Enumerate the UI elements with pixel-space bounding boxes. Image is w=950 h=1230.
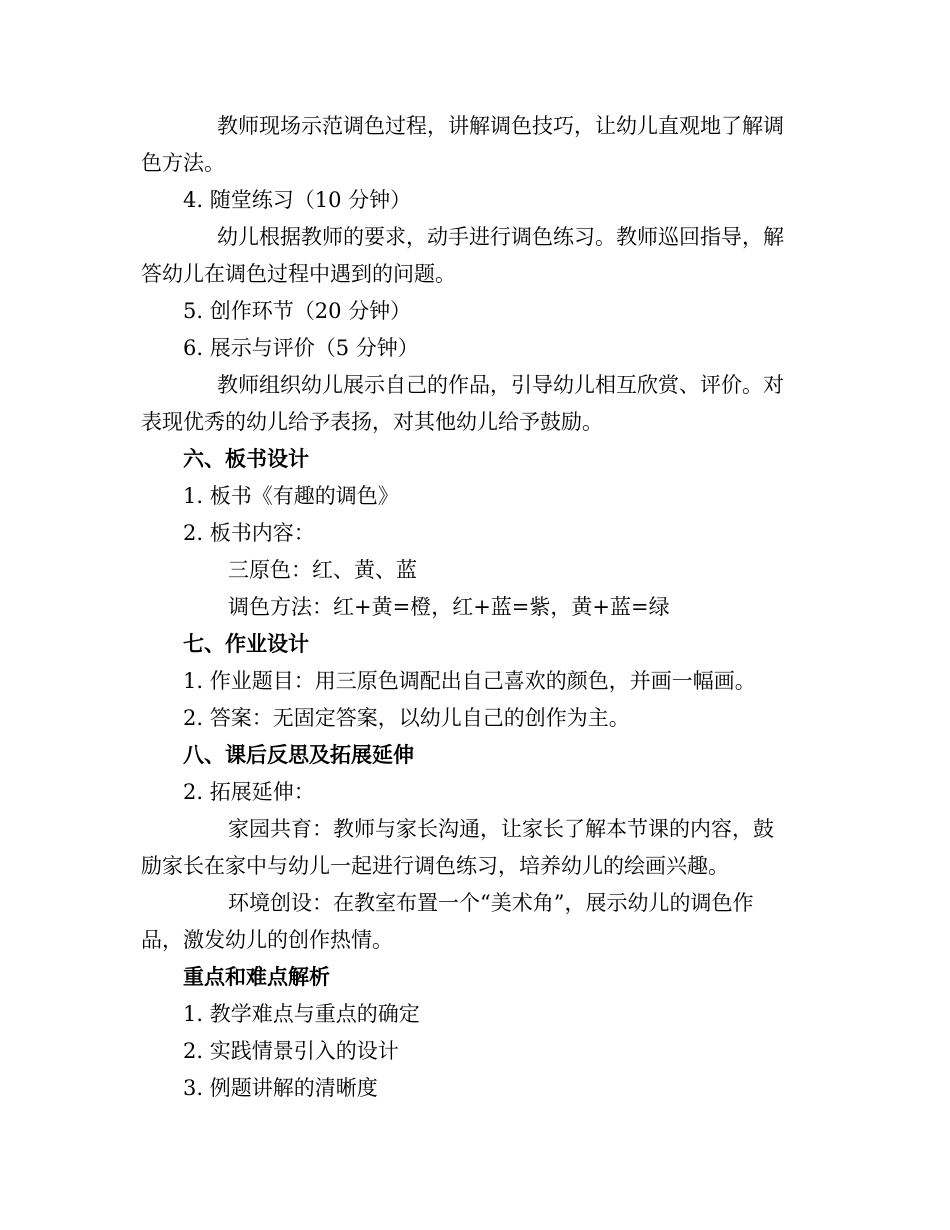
paragraph-line: 表现优秀的幼儿给予表扬，对其他幼儿给予鼓励。 [141,410,603,434]
sub-item: 调色方法：红+黄=橙，红+蓝=紫，黄+蓝=绿 [228,595,670,619]
list-item: 2. 板书内容： [183,521,315,545]
paragraph-line: 色方法。 [141,151,225,175]
list-item: 4. 随堂练习（10 分钟） [183,188,412,212]
paragraph-line: 品，激发幼儿的创作热情。 [141,928,393,952]
section-heading: 七、作业设计 [183,631,309,656]
paragraph-line: 答幼儿在调色过程中遇到的问题。 [141,262,456,286]
list-item: 6. 展示与评价（5 分钟） [183,336,419,360]
paragraph-line: 励家长在家中与幼儿一起进行调色练习，培养幼儿的绘画兴趣。 [141,854,729,878]
paragraph-line: 环境创设：在教室布置一个“美术角”，展示幼儿的调色作 [228,891,754,915]
sub-item: 三原色：红、黄、蓝 [228,558,417,582]
paragraph-line: 幼儿根据教师的要求，动手进行调色练习。教师巡回指导，解 [217,225,784,249]
list-item: 2. 答案：无固定答案，以幼儿自己的创作为主。 [183,706,630,730]
list-item: 2. 拓展延伸： [183,780,315,804]
list-item: 2. 实践情景引入的设计 [183,1039,399,1063]
paragraph-line: 教师现场示范调色过程，讲解调色技巧，让幼儿直观地了解调 [217,114,784,138]
list-item: 5. 创作环节（20 分钟） [183,299,412,323]
list-item: 1. 板书《有趣的调色》 [183,484,399,508]
section-heading: 重点和难点解析 [183,964,330,989]
list-item: 3. 例题讲解的清晰度 [183,1076,378,1100]
list-item: 1. 教学难点与重点的确定 [183,1002,420,1026]
paragraph-line: 教师组织幼儿展示自己的作品，引导幼儿相互欣赏、评价。对 [217,373,784,397]
list-item: 1. 作业题目：用三原色调配出自己喜欢的颜色，并画一幅画。 [183,669,756,693]
paragraph-line: 家园共育：教师与家长沟通，让家长了解本节课的内容，鼓 [228,817,774,841]
section-heading: 六、板书设计 [183,446,309,471]
section-heading: 八、课后反思及拓展延伸 [183,742,414,767]
